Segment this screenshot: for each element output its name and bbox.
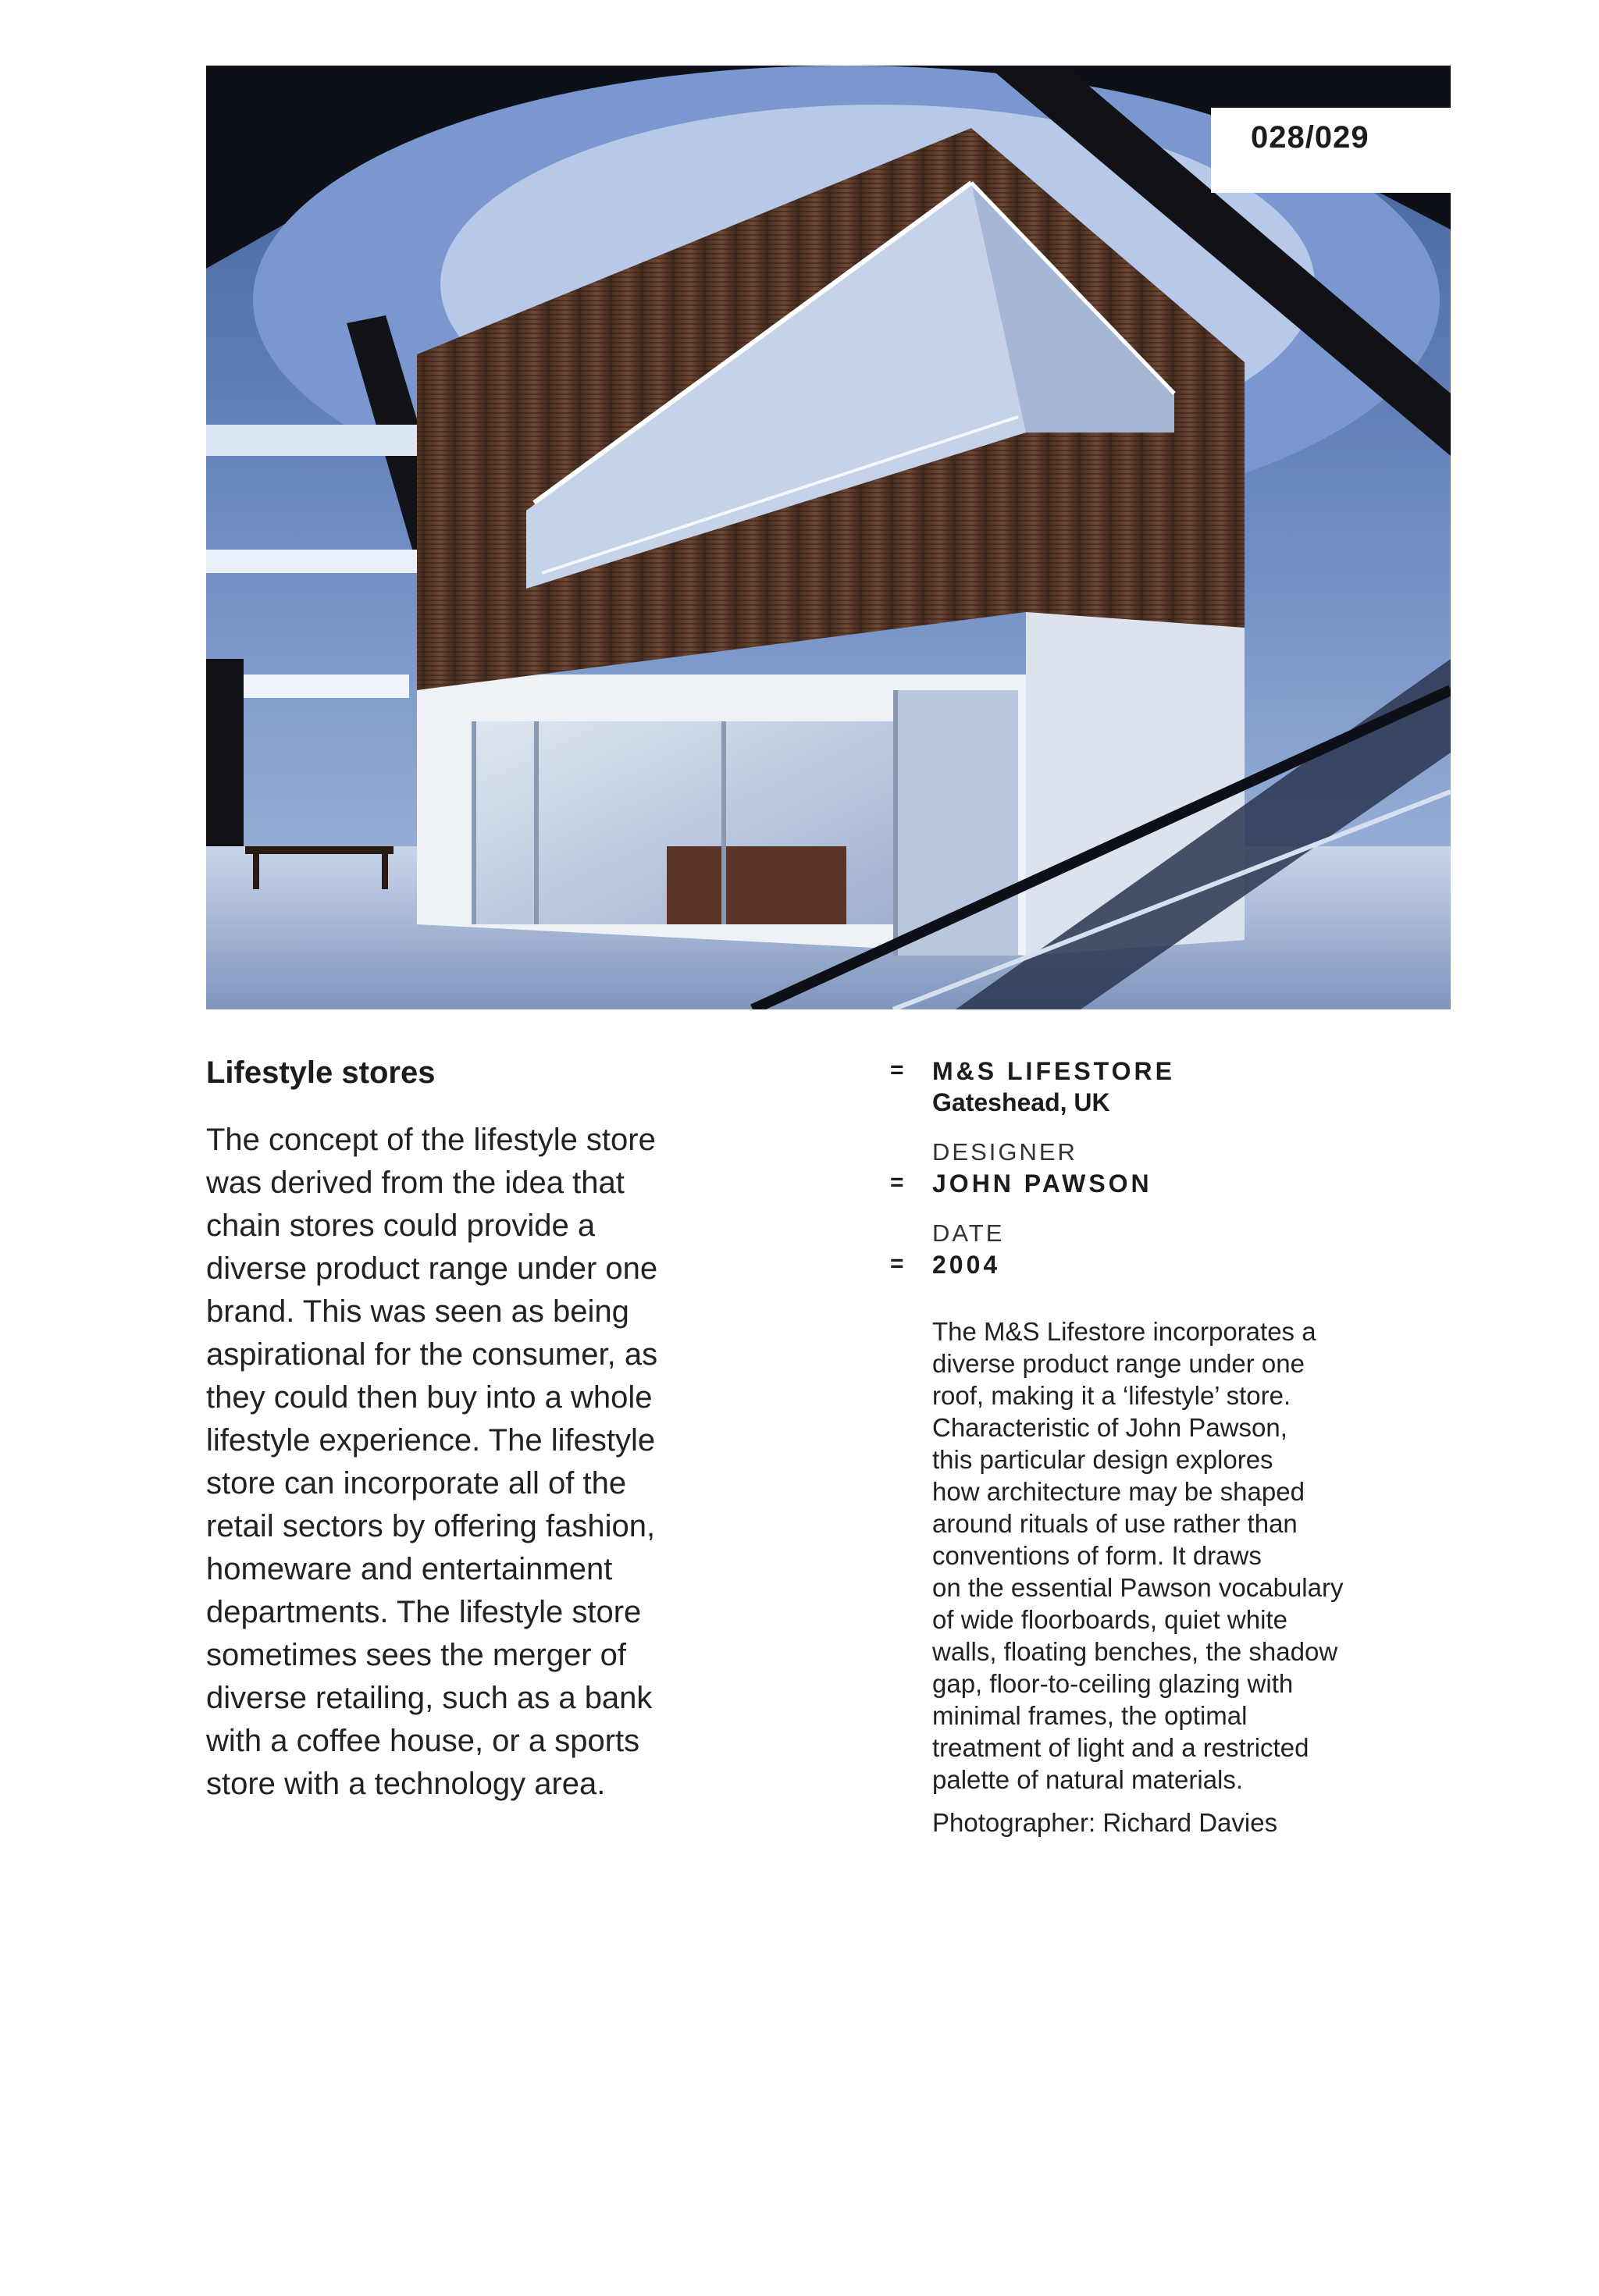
article-body-line: was derived from the idea that <box>206 1166 625 1200</box>
project-description-line: of wide floorboards, quiet white <box>932 1605 1287 1634</box>
designer-name: JOHN PAWSON <box>932 1169 1152 1198</box>
article-body-line: departments. The lifestyle store <box>206 1595 642 1629</box>
article-title: Lifestyle stores <box>206 1055 436 1090</box>
article-body-line: chain stores could provide a <box>206 1209 596 1243</box>
store-photo <box>206 66 1451 1009</box>
project-meta <box>890 1055 1405 1280</box>
project-name: M&S LIFESTORE <box>932 1057 1175 1085</box>
page-number: 028/029 <box>1211 108 1451 193</box>
project-description-line: treatment of light and a restricted <box>932 1733 1309 1762</box>
article-body-line: sometimes sees the merger of <box>206 1638 626 1672</box>
project-description-line: diverse product range under one <box>932 1349 1305 1378</box>
project-description-line: how architecture may be shaped <box>932 1477 1305 1506</box>
equals-marker: = <box>890 1251 904 1276</box>
photo-credit: Photographer: Richard Davies <box>932 1808 1278 1837</box>
article-body-line: retail sectors by offering fashion, <box>206 1509 656 1543</box>
project-description-line: minimal frames, the optimal <box>932 1701 1248 1730</box>
article-body-line: lifestyle experience. The lifestyle <box>206 1423 656 1458</box>
equals-marker: = <box>890 1057 904 1083</box>
project-description-line: on the essential Pawson vocabulary <box>932 1573 1344 1602</box>
designer-label: DESIGNER <box>932 1138 1077 1166</box>
article-body-line: brand. This was seen as being <box>206 1294 629 1329</box>
store-photo-illustration <box>206 66 1451 1009</box>
article-body-line: homeware and entertainment <box>206 1552 613 1586</box>
date-label: DATE <box>932 1219 1005 1247</box>
article-body <box>206 1119 721 1806</box>
article-body-line: diverse retailing, such as a bank <box>206 1681 653 1715</box>
project-description-line: palette of natural materials. <box>932 1765 1244 1794</box>
article-body-line: store with a technology area. <box>206 1767 606 1801</box>
article-body-line: with a coffee house, or a sports <box>206 1724 640 1758</box>
project-description-line: conventions of form. It draws <box>932 1541 1262 1570</box>
date-value: 2004 <box>932 1251 1001 1279</box>
equals-marker: = <box>890 1169 904 1195</box>
project-description-line: gap, floor-to-ceiling glazing with <box>932 1669 1294 1698</box>
article-body-line: store can incorporate all of the <box>206 1466 627 1500</box>
project-description-line: Characteristic of John Pawson, <box>932 1413 1287 1442</box>
project-description-line: this particular design explores <box>932 1445 1273 1474</box>
article-body-line: diverse product range under one <box>206 1251 658 1286</box>
date-row <box>890 1218 1405 1280</box>
designer-row <box>890 1137 1405 1199</box>
article-body-line: The concept of the lifestyle store <box>206 1123 656 1157</box>
project-description-line: around rituals of use rather than <box>932 1509 1298 1538</box>
project-location: Gateshead, UK <box>932 1088 1110 1116</box>
project-description <box>932 1315 1416 1796</box>
article-body-line: they could then buy into a whole <box>206 1380 653 1415</box>
project-name-row <box>890 1055 1405 1118</box>
article-body-line: aspirational for the consumer, as <box>206 1337 658 1372</box>
project-description-line: walls, floating benches, the shadow <box>932 1637 1338 1666</box>
project-description-line: roof, making it a ‘lifestyle’ store. <box>932 1381 1291 1410</box>
project-description-line: The M&S Lifestore incorporates a <box>932 1317 1316 1346</box>
